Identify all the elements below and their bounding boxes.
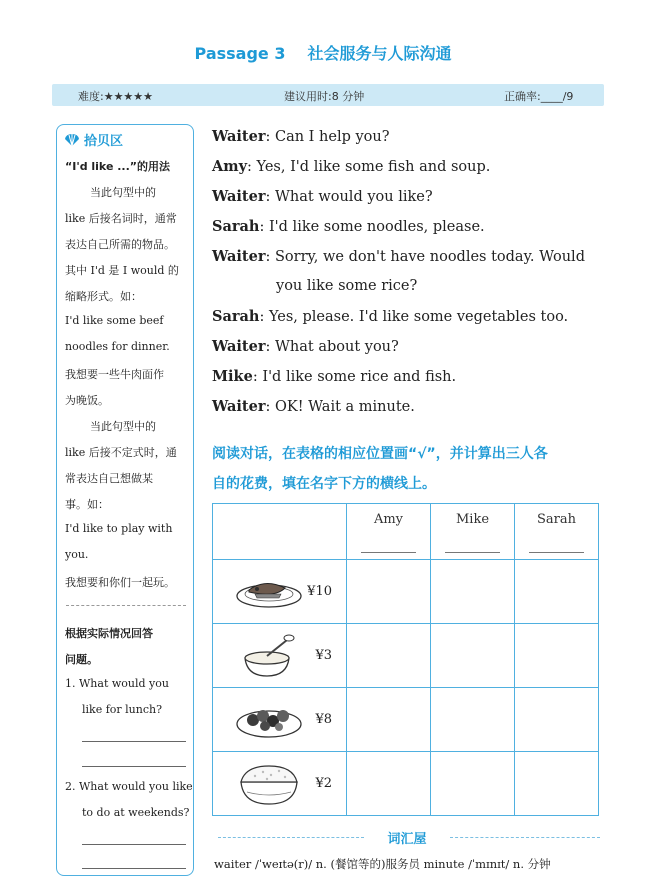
table-row bbox=[213, 624, 599, 688]
table-row bbox=[213, 688, 599, 752]
answer-line-1b[interactable] bbox=[82, 766, 186, 767]
answer-line-2a[interactable] bbox=[82, 844, 186, 845]
header-cell-mike: Mike bbox=[431, 504, 515, 560]
speaker-colon: : bbox=[259, 219, 269, 235]
sidebar-title: 拾贝区 bbox=[64, 130, 123, 149]
speaker-name: Amy bbox=[212, 158, 248, 175]
item-cell bbox=[213, 624, 347, 688]
speaker-name: Waiter bbox=[212, 248, 266, 265]
item-price: ¥3 bbox=[315, 648, 332, 663]
usage-title: “I'd like ...”的用法 bbox=[65, 160, 171, 173]
speaker-name: Sarah bbox=[212, 218, 260, 235]
speaker-colon: : bbox=[259, 309, 269, 325]
check-cell[interactable] bbox=[347, 560, 431, 624]
speaker-colon: : bbox=[265, 129, 275, 145]
questions-title: 根据实际情况回答 bbox=[65, 627, 153, 640]
check-cell[interactable] bbox=[347, 752, 431, 816]
item-cell bbox=[213, 560, 347, 624]
check-cell[interactable] bbox=[431, 624, 515, 688]
total-line-amy[interactable] bbox=[361, 552, 416, 553]
usage-note-line: 我想要一些牛肉面作 bbox=[65, 368, 164, 381]
speaker-colon: : bbox=[265, 339, 275, 355]
question-1-cont: like for lunch? bbox=[82, 703, 162, 716]
speaker-name: Waiter bbox=[212, 128, 266, 145]
table-row bbox=[213, 752, 599, 816]
usage-note-line: I'd like some beef bbox=[65, 314, 164, 327]
question-2: 2. What would you like bbox=[65, 780, 193, 793]
speaker-colon: : bbox=[252, 369, 263, 385]
table-row bbox=[213, 560, 599, 624]
vocab-divider-right bbox=[450, 837, 600, 838]
speaker-colon: : bbox=[265, 189, 275, 205]
header-cell-amy: Amy bbox=[347, 504, 431, 560]
usage-note-line: 其中 I'd 是 I would 的 bbox=[65, 264, 179, 277]
fish-plate-icon bbox=[235, 568, 303, 612]
divider bbox=[66, 605, 186, 606]
check-cell[interactable] bbox=[515, 624, 599, 688]
dialogue-line bbox=[212, 398, 415, 415]
usage-note-line: 为晚饭。 bbox=[65, 394, 109, 407]
dialogue-line bbox=[212, 368, 456, 385]
dialogue-line bbox=[212, 308, 568, 325]
speech-text: Can I help you? bbox=[275, 129, 390, 145]
speaker-colon: : bbox=[265, 399, 275, 415]
usage-note-line: 表达自己所需的物品。 bbox=[65, 238, 175, 251]
dialogue-line bbox=[212, 218, 485, 235]
rice-bowl-icon bbox=[235, 760, 303, 808]
dialogue-line bbox=[212, 188, 433, 205]
questions-title-2: 问题。 bbox=[65, 653, 98, 666]
usage-note-line: like 后接不定式时，通 bbox=[65, 446, 177, 459]
usage-note-line: I'd like to play with bbox=[65, 522, 173, 535]
passage-number: Passage 3 bbox=[194, 44, 286, 63]
info-bar bbox=[52, 84, 604, 106]
soup-bowl-icon bbox=[235, 632, 303, 680]
speaker-colon: : bbox=[247, 159, 257, 175]
usage-note-line: 缩略形式。如： bbox=[65, 290, 142, 303]
usage-note-line: 常表达自己想做某 bbox=[65, 472, 153, 485]
speech-text: What about you? bbox=[275, 339, 399, 355]
speaker-name: Sarah bbox=[212, 308, 260, 325]
vegetables-plate-icon bbox=[235, 696, 303, 742]
speech-text: What would you like? bbox=[275, 189, 433, 205]
usage-note-line: 我想要和你们一起玩。 bbox=[65, 576, 175, 589]
speech-text: Yes, please. I'd like some vegetables too. bbox=[268, 309, 569, 325]
item-price: ¥2 bbox=[315, 776, 332, 791]
difficulty-rating: 难度:★★★★★ bbox=[78, 90, 154, 103]
speaker-name: Waiter bbox=[212, 338, 266, 355]
check-cell[interactable] bbox=[347, 688, 431, 752]
question-2-cont: to do at weekends? bbox=[82, 806, 190, 819]
check-cell[interactable] bbox=[431, 752, 515, 816]
speaker-colon: : bbox=[265, 249, 275, 265]
dialogue-line bbox=[212, 128, 390, 145]
speech-text: I'd like some rice and fish. bbox=[262, 369, 457, 385]
expense-table bbox=[212, 503, 599, 816]
check-cell[interactable] bbox=[431, 688, 515, 752]
check-cell[interactable] bbox=[515, 752, 599, 816]
usage-note-line: you. bbox=[65, 548, 89, 561]
answer-line-1a[interactable] bbox=[82, 741, 186, 742]
speech-text: I'd like some noodles, please. bbox=[268, 219, 485, 235]
total-line-sarah[interactable] bbox=[529, 552, 584, 553]
check-cell[interactable] bbox=[431, 560, 515, 624]
item-cell bbox=[213, 688, 347, 752]
check-cell[interactable] bbox=[347, 624, 431, 688]
header-cell-sarah: Sarah bbox=[515, 504, 599, 560]
suggested-time: 建议用时:8 分钟 bbox=[284, 90, 365, 103]
dialogue-line bbox=[276, 278, 417, 294]
answer-line-2b[interactable] bbox=[82, 868, 186, 869]
vocab-title: 词汇屋 bbox=[387, 832, 427, 847]
shell-icon bbox=[64, 133, 80, 147]
item-price: ¥10 bbox=[307, 584, 332, 599]
speech-text: Yes, I'd like some fish and soup. bbox=[256, 159, 491, 175]
total-line-mike[interactable] bbox=[445, 552, 500, 553]
speech-text: OK! Wait a minute. bbox=[275, 399, 415, 415]
usage-note-line: 当此句型中的 bbox=[90, 186, 156, 199]
usage-note-line: 当此句型中的 bbox=[90, 420, 156, 433]
usage-note-line: like 后接名词时，通常 bbox=[65, 212, 177, 225]
item-price: ¥8 bbox=[315, 712, 332, 727]
speaker-name: Waiter bbox=[212, 398, 266, 415]
item-cell bbox=[213, 752, 347, 816]
speech-text: Sorry, we don't have noodles today. Would bbox=[275, 249, 585, 265]
speaker-name: Mike bbox=[212, 368, 253, 385]
instruction-line-1: 阅读对话，在表格的相应位置画“√”，并计算出三人各 bbox=[212, 446, 548, 462]
dialogue-line bbox=[212, 338, 399, 355]
speech-text: you like some rice? bbox=[276, 278, 418, 294]
header-blank-cell bbox=[213, 504, 347, 560]
dialogue-line bbox=[212, 248, 585, 265]
usage-note-line: noodles for dinner. bbox=[65, 340, 170, 353]
usage-note-line: 事。如： bbox=[65, 498, 109, 511]
check-cell[interactable] bbox=[515, 560, 599, 624]
speaker-name: Waiter bbox=[212, 188, 266, 205]
page-title bbox=[0, 41, 646, 64]
dialogue-line bbox=[212, 158, 490, 175]
question-1: 1. What would you bbox=[65, 677, 169, 690]
vocab-entry: waiter /ˈweɪtə(r)/ n. (餐馆等的)服务员 minute /ˈmɪnɪt/ n. 分钟 bbox=[214, 857, 551, 871]
instruction-line-2: 自的花费，填在名字下方的横线上。 bbox=[212, 476, 436, 492]
accuracy-field[interactable]: 正确率:____/9 bbox=[504, 90, 574, 103]
passage-topic: 社会服务与人际沟通 bbox=[307, 44, 452, 63]
check-cell[interactable] bbox=[515, 688, 599, 752]
